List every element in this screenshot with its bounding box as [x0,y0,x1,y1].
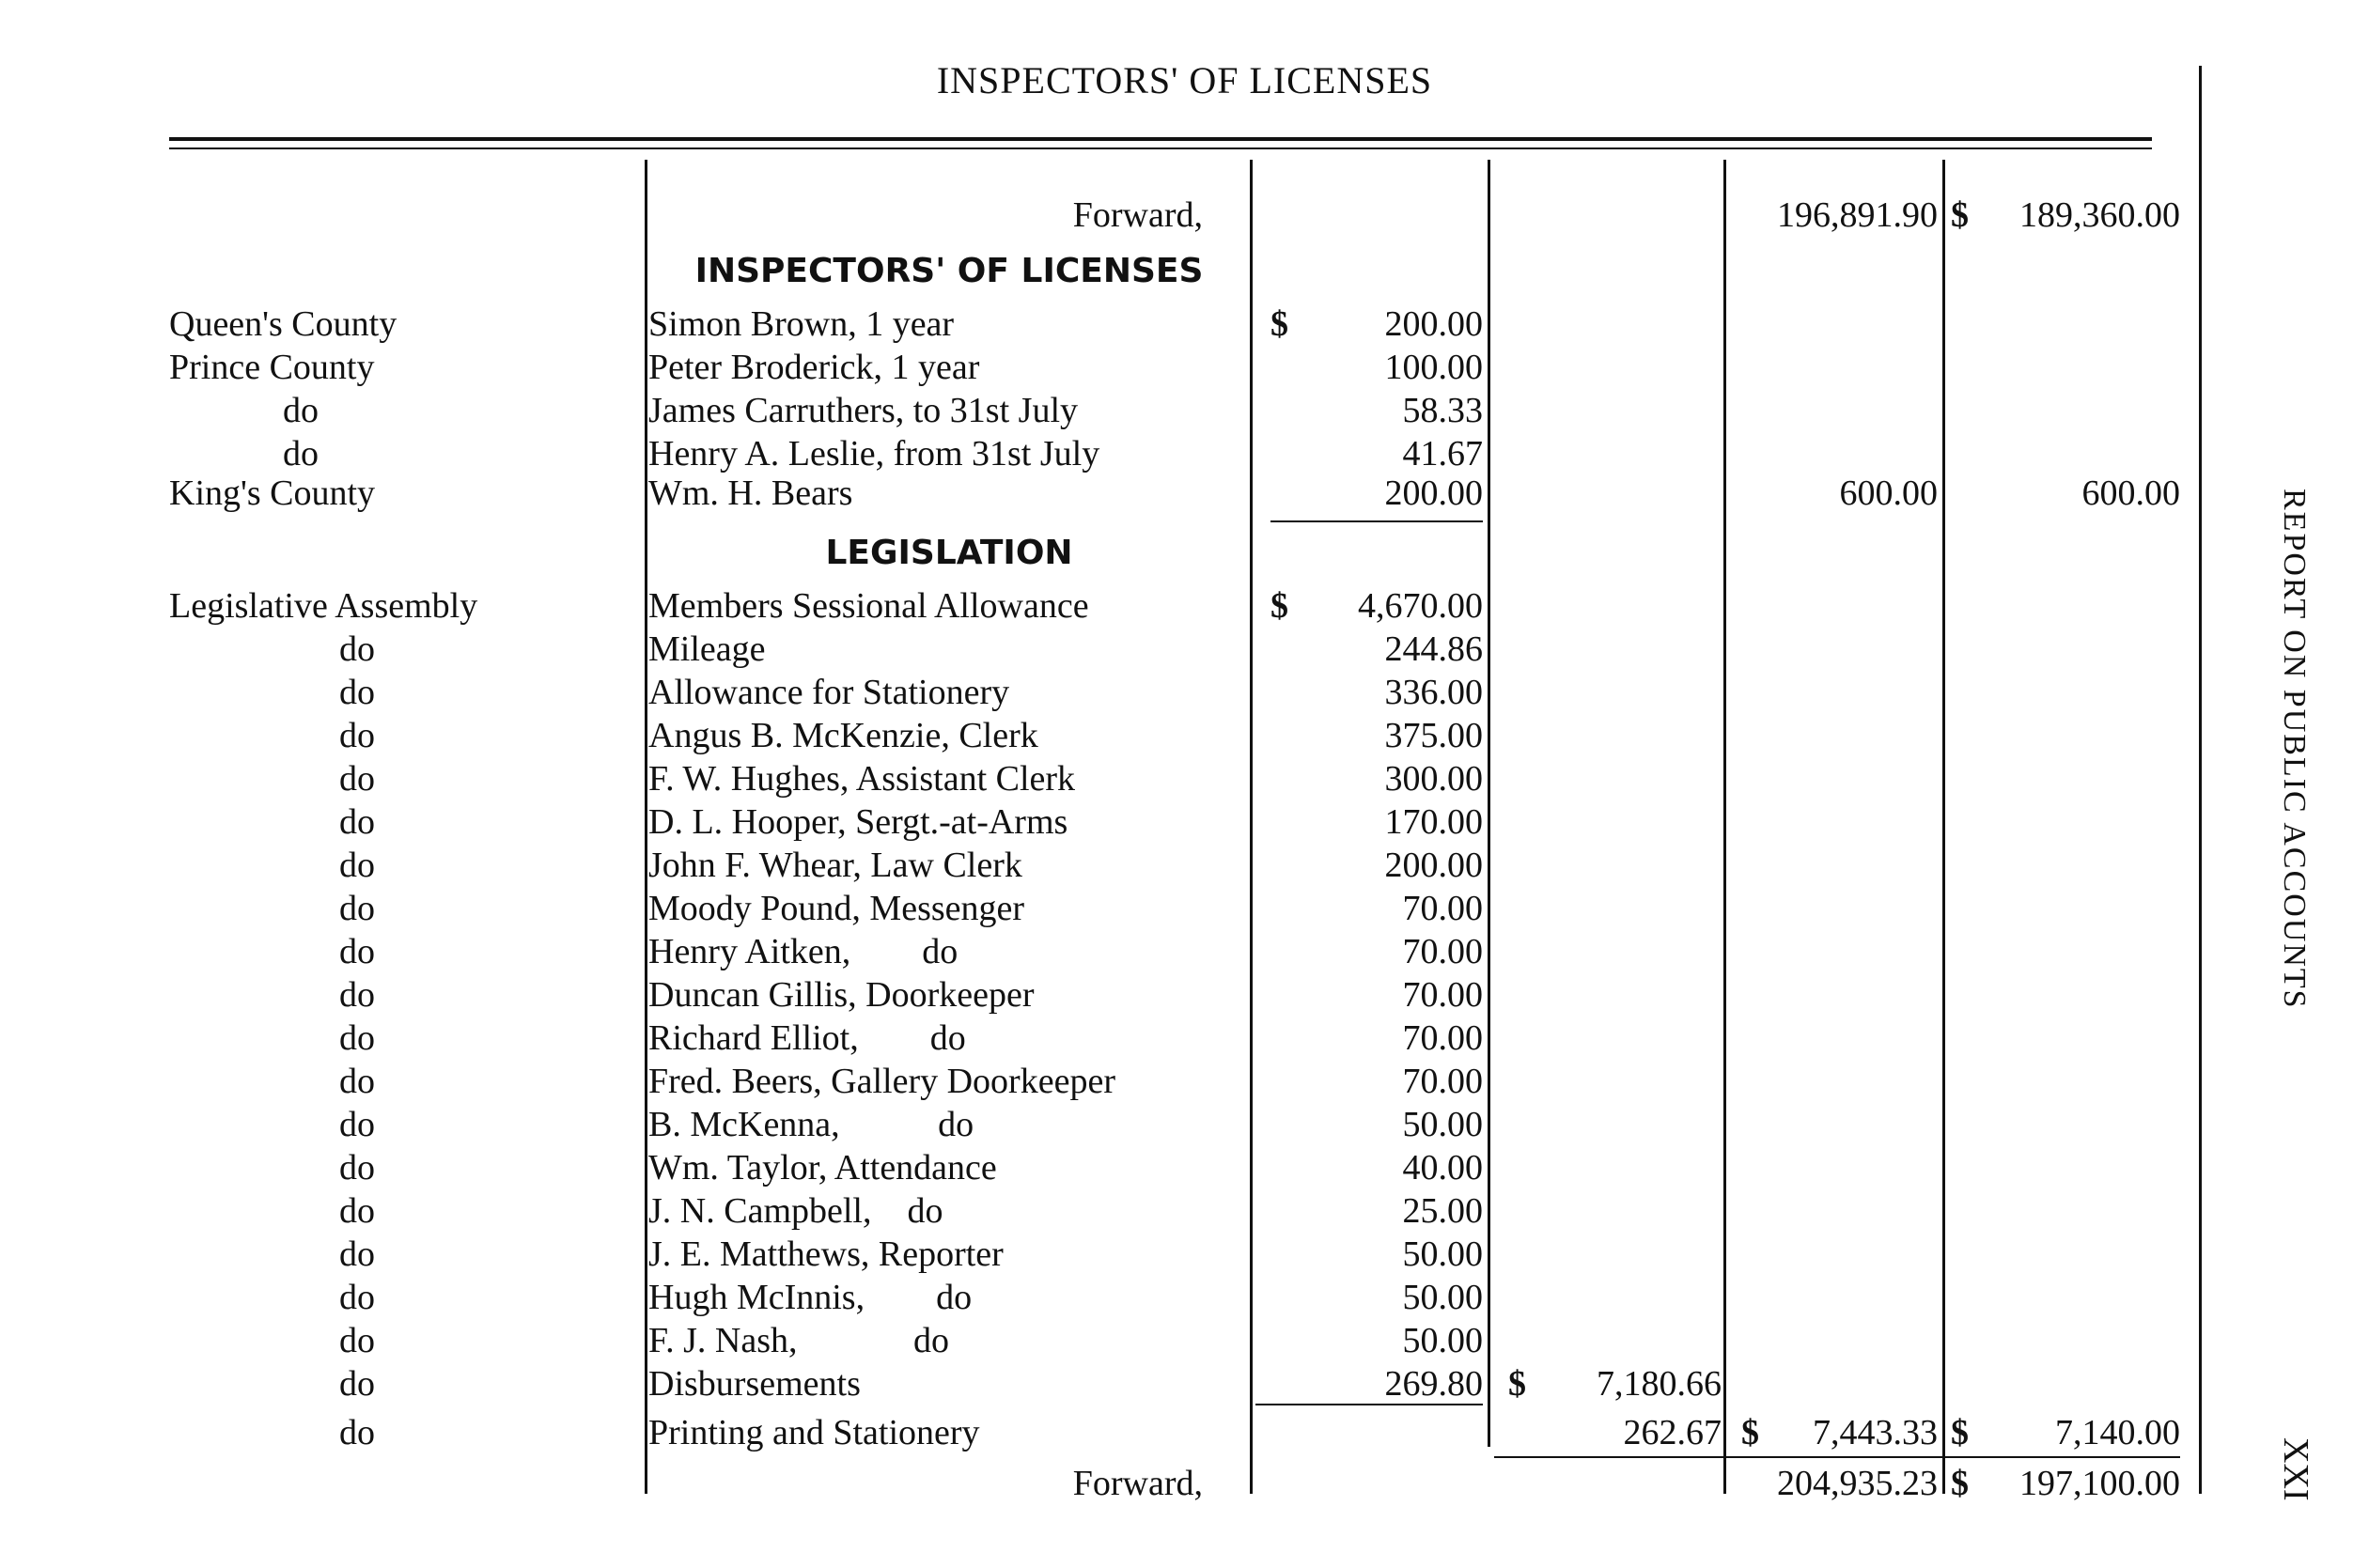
row-amount: 70.00 [1402,932,1483,971]
row-amount: 58.33 [1402,391,1483,430]
row-label: do [339,932,375,971]
row-description: Richard Elliot, do [648,1018,966,1058]
row-description: Henry A. Leslie, from 31st July [648,434,1100,474]
row-label: do [339,629,375,669]
section-heading: INSPECTORS' OF LICENSES [694,252,1204,290]
row-label: Prince County [169,348,375,387]
forward-row-top [0,194,2190,237]
running-header-vertical: REPORT ON PUBLIC ACCOUNTS [2277,489,2312,1010]
section-total-col4: 600.00 [2081,474,2180,513]
row-label: Legislative Assembly [169,586,478,626]
row-amount: 200.00 [1384,304,1483,344]
forward-col3-value: 204,935.23 [1777,1464,1938,1503]
forward-row-bottom [0,1462,2190,1505]
section-heading-legislation [0,532,2190,575]
row-col2-value: 262.67 [1623,1413,1722,1452]
ledger-row [0,584,2190,628]
row-description: Fred. Beers, Gallery Doorkeeper [648,1062,1115,1101]
row-label: do [283,391,319,430]
row-label: do [339,1278,375,1317]
row-label: do [339,673,375,712]
forward-col3-value: 196,891.90 [1777,195,1938,235]
total-underline [1494,1456,2180,1458]
right-margin-border [2199,66,2202,1494]
dollar-sign: $ [1951,1464,1969,1503]
row-amount: 70.00 [1402,975,1483,1015]
dollar-sign: $ [1508,1364,1526,1404]
row-description: Duncan Gillis, Doorkeeper [648,975,1035,1015]
row-description: J. E. Matthews, Reporter [648,1234,1004,1274]
row-label: do [339,1062,375,1101]
forward-label: Forward, [1072,1464,1203,1503]
forward-col4-value: 189,360.00 [2019,195,2180,235]
row-description: Hugh McInnis, do [648,1278,973,1317]
dollar-sign: $ [1270,304,1288,344]
row-amount: 50.00 [1402,1234,1483,1274]
row-amount: 50.00 [1402,1278,1483,1317]
row-amount: 269.80 [1384,1364,1483,1404]
row-amount: 200.00 [1384,474,1483,513]
row-description: J. N. Campbell, do [648,1191,943,1231]
ledger-row-printing [0,1411,2190,1454]
section-total-col3: 600.00 [1839,474,1938,513]
row-description: Angus B. McKenzie, Clerk [648,716,1038,755]
row-amount: 50.00 [1402,1321,1483,1360]
ledger-row [0,973,2190,1017]
ledger-row [0,1233,2190,1276]
row-amount: 50.00 [1402,1105,1483,1144]
row-description: Printing and Stationery [648,1413,980,1452]
ledger-row [0,1189,2190,1233]
ledger-row [0,303,2190,346]
row-label: do [339,846,375,885]
row-description: Moody Pound, Messenger [648,889,1025,928]
row-label: do [283,434,319,474]
row-description: Henry Aitken, do [648,932,959,971]
row-subtotal: 7,180.66 [1597,1364,1722,1404]
section-heading: LEGISLATION [825,534,1073,572]
row-label: do [339,975,375,1015]
row-description: Mileage [648,629,766,669]
row-label: do [339,1234,375,1274]
row-amount: 375.00 [1384,716,1483,755]
row-description: Wm. H. Bears [648,474,853,513]
ledger-row [0,671,2190,714]
ledger-row [0,628,2190,671]
row-amount: 170.00 [1384,802,1483,842]
section-heading-inspectors [0,250,2190,293]
row-col3-value: 7,443.33 [1813,1413,1938,1452]
row-amount: 41.67 [1402,434,1483,474]
row-label: King's County [169,474,376,513]
ledger-row [0,1017,2190,1060]
row-amount: 70.00 [1402,1062,1483,1101]
row-col4-value: 7,140.00 [2055,1413,2180,1452]
dollar-sign: $ [1270,586,1288,626]
row-amount: 200.00 [1384,846,1483,885]
ledger-row [0,1103,2190,1146]
row-label: do [339,1413,375,1452]
row-description: Disbursements [648,1364,861,1404]
row-label: do [339,1105,375,1144]
row-description: Members Sessional Allowance [648,586,1089,626]
row-description: Allowance for Stationery [648,673,1010,712]
ledger-row [0,1319,2190,1362]
row-label: do [339,716,375,755]
row-description: Simon Brown, 1 year [648,304,955,344]
row-amount: 70.00 [1402,1018,1483,1058]
row-label: do [339,1191,375,1231]
row-description: B. McKenna, do [648,1105,974,1144]
row-description: D. L. Hooper, Sergt.-at-Arms [648,802,1068,842]
ledger-row [0,844,2190,887]
ledger-row [0,1060,2190,1103]
ledger-row [0,714,2190,757]
ledger-row [0,346,2190,389]
page-title: INSPECTORS' OF LICENSES [936,59,1433,101]
dollar-sign: $ [1741,1413,1759,1452]
row-amount: 70.00 [1402,889,1483,928]
row-amount: 25.00 [1402,1191,1483,1231]
row-amount: 4,670.00 [1358,586,1483,626]
row-description: Peter Broderick, 1 year [648,348,980,387]
row-label: do [339,1018,375,1058]
ledger-row [0,887,2190,930]
row-description: F. W. Hughes, Assistant Clerk [648,759,1076,799]
row-description: James Carruthers, to 31st July [648,391,1079,430]
row-label: do [339,889,375,928]
subtotal-underline [1270,520,1483,522]
row-description: F. J. Nash, do [648,1321,949,1360]
ledger-row [0,1362,2190,1405]
row-amount: 336.00 [1384,673,1483,712]
row-label: do [339,1148,375,1188]
row-label: do [339,1321,375,1360]
row-amount: 40.00 [1402,1148,1483,1188]
dollar-sign: $ [1951,195,1969,235]
forward-label: Forward, [1072,195,1203,235]
row-label: do [339,1364,375,1404]
dollar-sign: $ [1951,1413,1969,1452]
row-amount: 244.86 [1384,629,1483,669]
row-label: Queen's County [169,304,397,344]
ledger-row [0,757,2190,800]
ledger-row [0,389,2190,432]
row-label: do [339,759,375,799]
forward-col4-value: 197,100.00 [2019,1464,2180,1503]
ledger-row [0,432,2190,475]
ledger-row [0,800,2190,844]
row-description: John F. Whear, Law Clerk [648,846,1022,885]
header-rule-thick [169,137,2152,141]
row-amount: 300.00 [1384,759,1483,799]
row-description: Wm. Taylor, Attendance [648,1148,997,1188]
ledger-row [0,1146,2190,1189]
ledger-row [0,472,2190,515]
page-number: XXI [2276,1437,2315,1501]
row-amount: 100.00 [1384,348,1483,387]
row-label: do [339,802,375,842]
ledger-row [0,1276,2190,1319]
ledger-row [0,930,2190,973]
subtotal-underline [1255,1404,1483,1405]
header-rule-thin [169,147,2152,149]
